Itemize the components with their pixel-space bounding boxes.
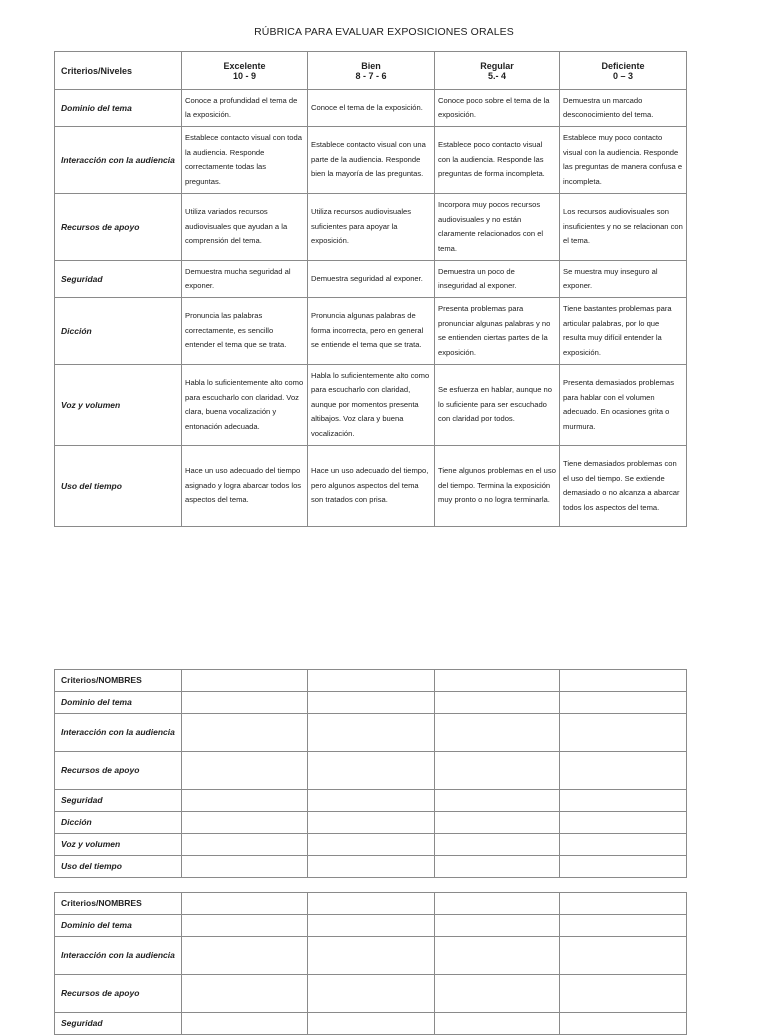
level-header	[308, 52, 435, 90]
grading-table	[54, 669, 687, 878]
level-name: Deficiente	[601, 60, 645, 71]
level-score: 10 - 9	[232, 70, 256, 81]
grade-cell[interactable]	[435, 692, 560, 714]
grading-row	[55, 692, 687, 714]
criterion-label: Dominio del tema	[55, 692, 182, 714]
grade-cell[interactable]	[308, 915, 435, 937]
criterion-label: Dicción	[55, 298, 182, 365]
grade-cell[interactable]	[435, 790, 560, 812]
grade-cell[interactable]	[560, 915, 687, 937]
criterion-label: Dicción	[55, 812, 182, 834]
grading-row	[55, 834, 687, 856]
rubric-corner-header: Criterios/Niveles	[55, 52, 182, 90]
grade-cell[interactable]	[182, 714, 308, 752]
grading-row	[55, 975, 687, 1013]
criterion-label: Uso del tiempo	[55, 856, 182, 878]
grade-cell[interactable]	[560, 937, 687, 975]
grade-cell[interactable]	[435, 856, 560, 878]
level-name: Bien	[361, 60, 381, 71]
grade-cell[interactable]	[435, 975, 560, 1013]
grade-cell[interactable]	[560, 812, 687, 834]
grade-cell[interactable]	[182, 834, 308, 856]
grade-cell[interactable]	[182, 790, 308, 812]
grade-cell[interactable]	[308, 752, 435, 790]
grade-cell[interactable]	[435, 812, 560, 834]
level-name: Regular	[480, 60, 514, 71]
grading-header-row	[55, 670, 687, 692]
criterion-label: Seguridad	[55, 790, 182, 812]
grade-cell[interactable]	[435, 937, 560, 975]
level-score: 8 - 7 - 6	[355, 70, 387, 81]
rubric-cell: Presenta demasiados problemas para hablar con el volumen adecuado. En ocasiones grita o murmura.	[560, 365, 687, 446]
name-cell[interactable]	[560, 893, 687, 915]
criterion-label: Recursos de apoyo	[55, 752, 182, 790]
grade-cell[interactable]	[308, 692, 435, 714]
rubric-cell: Se muestra muy inseguro al exponer.	[560, 261, 687, 298]
grade-cell[interactable]	[308, 975, 435, 1013]
grade-cell[interactable]	[182, 856, 308, 878]
rubric-cell: Demuestra mucha seguridad al exponer.	[182, 261, 308, 298]
name-cell[interactable]	[308, 670, 435, 692]
level-header	[560, 52, 687, 90]
grade-cell[interactable]	[560, 714, 687, 752]
rubric-cell: Demuestra un poco de inseguridad al exponer.	[435, 261, 560, 298]
rubric-row	[55, 446, 687, 527]
rubric-cell: Tiene bastantes problemas para articular palabras, por lo que resulta muy difícil entender la exposición.	[560, 298, 687, 365]
grade-cell[interactable]	[308, 714, 435, 752]
grade-cell[interactable]	[308, 937, 435, 975]
grade-cell[interactable]	[308, 834, 435, 856]
grade-cell[interactable]	[560, 692, 687, 714]
grading-row	[55, 790, 687, 812]
name-cell[interactable]	[182, 893, 308, 915]
level-name: Excelente	[223, 60, 266, 71]
grading-row	[55, 752, 687, 790]
rubric-cell: Tiene algunos problemas en el uso del tiempo. Termina la exposición muy pronto o no logra terminarla.	[435, 446, 560, 527]
name-cell[interactable]	[435, 893, 560, 915]
grade-cell[interactable]	[308, 812, 435, 834]
name-cell[interactable]	[308, 893, 435, 915]
rubric-cell: Conoce a profundidad el tema de la exposición.	[182, 90, 308, 127]
criterion-label: Seguridad	[55, 1013, 182, 1035]
rubric-row	[55, 127, 687, 194]
rubric-cell: Presenta problemas para pronunciar algunas palabras y no se entienden ciertas partes de la exposición.	[435, 298, 560, 365]
criterion-label: Recursos de apoyo	[55, 975, 182, 1013]
rubric-cell: Conoce poco sobre el tema de la exposición.	[435, 90, 560, 127]
grade-cell[interactable]	[435, 752, 560, 790]
grading-header-row	[55, 893, 687, 915]
grade-cell[interactable]	[182, 812, 308, 834]
rubric-cell: Pronuncia las palabras correctamente, es sencillo entender el tema que se trata.	[182, 298, 308, 365]
rubric-cell: Hace un uso adecuado del tiempo, pero algunos aspectos del tema son tratados con prisa.	[308, 446, 435, 527]
grading-table	[54, 892, 687, 1035]
name-cell[interactable]	[560, 670, 687, 692]
grading-header: Criterios/NOMBRES	[55, 893, 182, 915]
criterion-label: Dominio del tema	[55, 915, 182, 937]
rubric-cell: Establece poco contacto visual con la audiencia. Responde las preguntas de forma incompleta.	[435, 127, 560, 194]
rubric-table	[54, 51, 687, 527]
level-header	[435, 52, 560, 90]
level-score: 0 – 3	[612, 70, 634, 81]
rubric-cell: Se esfuerza en hablar, aunque no lo suficiente para ser escuchado con claridad por todos.	[435, 365, 560, 446]
document-title: RÚBRICA PARA EVALUAR EXPOSICIONES ORALES	[254, 26, 514, 38]
rubric-cell: Habla lo suficientemente alto como para escucharlo con claridad, aunque por momentos presenta altibajos. Voz clara y buena vocalización.	[308, 365, 435, 446]
rubric-row	[55, 261, 687, 298]
grade-cell[interactable]	[182, 975, 308, 1013]
grading-header: Criterios/NOMBRES	[55, 670, 182, 692]
grading-row	[55, 915, 687, 937]
grading-row	[55, 812, 687, 834]
criterion-label: Interacción con la audiencia	[55, 714, 182, 752]
grade-cell[interactable]	[560, 856, 687, 878]
grading-row	[55, 937, 687, 975]
grade-cell[interactable]	[182, 752, 308, 790]
level-header	[182, 52, 308, 90]
rubric-row	[55, 298, 687, 365]
rubric-row	[55, 194, 687, 261]
grade-cell[interactable]	[308, 790, 435, 812]
rubric-cell: Utiliza recursos audiovisuales suficientes para apoyar la exposición.	[308, 194, 435, 261]
rubric-cell: Utiliza variados recursos audiovisuales que ayudan a la comprensión del tema.	[182, 194, 308, 261]
rubric-cell: Demuestra seguridad al exponer.	[308, 261, 435, 298]
criterion-label: Interacción con la audiencia	[55, 937, 182, 975]
criterion-label: Dominio del tema	[55, 90, 182, 127]
rubric-cell: Conoce el tema de la exposición.	[308, 90, 435, 127]
criterion-label: Recursos de apoyo	[55, 194, 182, 261]
rubric-header-row	[55, 52, 687, 90]
rubric-cell: Establece contacto visual con toda la audiencia. Responde correctamente todas las preguntas.	[182, 127, 308, 194]
rubric-cell: Tiene demasiados problemas con el uso del tiempo. Se extiende demasiado o no alcanza a abarcar todos los aspectos del tema.	[560, 446, 687, 527]
grade-cell[interactable]	[560, 790, 687, 812]
rubric-cell: Los recursos audiovisuales son insuficientes y no se relacionan con el tema.	[560, 194, 687, 261]
rubric-row	[55, 365, 687, 446]
criterion-label: Voz y volumen	[55, 834, 182, 856]
rubric-cell: Hace un uso adecuado del tiempo asignado y logra abarcar todos los aspectos del tema.	[182, 446, 308, 527]
grade-cell[interactable]	[560, 752, 687, 790]
grading-row	[55, 856, 687, 878]
grade-cell[interactable]	[435, 915, 560, 937]
criterion-label: Seguridad	[55, 261, 182, 298]
rubric-cell: Establece muy poco contacto visual con la audiencia. Responde las preguntas de manera confusa e incompleta.	[560, 127, 687, 194]
name-cell[interactable]	[435, 670, 560, 692]
rubric-cell: Habla lo suficientemente alto como para escucharlo con claridad. Voz clara, buena vocalización y entonación adecuada.	[182, 365, 308, 446]
grading-row	[55, 714, 687, 752]
rubric-cell: Establece contacto visual con una parte de la audiencia. Responde bien la mayoría de las preguntas.	[308, 127, 435, 194]
grade-cell[interactable]	[308, 856, 435, 878]
criterion-label: Uso del tiempo	[55, 446, 182, 527]
level-score: 5.- 4	[487, 70, 506, 81]
rubric-cell: Demuestra un marcado desconocimiento del tema.	[560, 90, 687, 127]
name-cell[interactable]	[182, 670, 308, 692]
grade-cell[interactable]	[182, 692, 308, 714]
grade-cell[interactable]	[560, 834, 687, 856]
rubric-cell: Incorpora muy pocos recursos audiovisuales y no están claramente relacionados con el tema.	[435, 194, 560, 261]
rubric-cell: Pronuncia algunas palabras de forma incorrecta, pero en general se entiende el tema que se trata.	[308, 298, 435, 365]
criterion-label: Voz y volumen	[55, 365, 182, 446]
grade-cell[interactable]	[182, 915, 308, 937]
grade-cell[interactable]	[560, 975, 687, 1013]
grade-cell[interactable]	[182, 937, 308, 975]
criterion-label: Interacción con la audiencia	[55, 127, 182, 194]
rubric-row	[55, 90, 687, 127]
grade-cell[interactable]	[435, 714, 560, 752]
grade-cell[interactable]	[435, 834, 560, 856]
